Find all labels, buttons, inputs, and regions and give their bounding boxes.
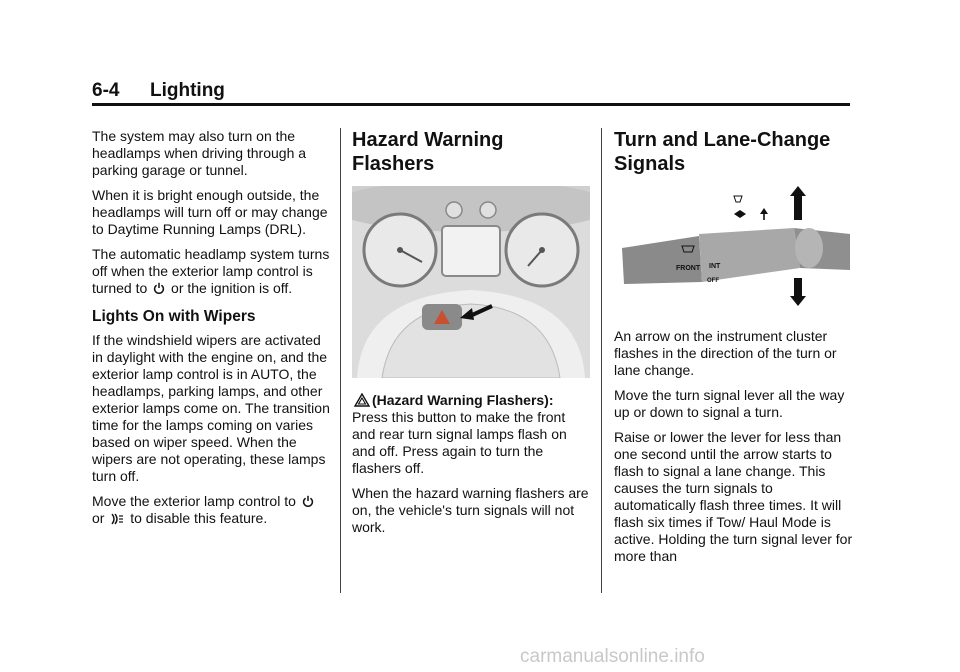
column-2 [352,128,590,544]
hazard-warning-icon [354,393,370,407]
header-rule [92,103,850,106]
text: The automatic headlamp system turns off when the exterior lamp control is turned to [92,246,330,296]
subheading: Lights On with Wipers [92,308,256,325]
text: to disable this feature. [130,510,268,526]
text: Press this button to make the front and rear turn signal lamps flash on and off. Press again to turn the flashers off. [352,409,567,476]
text: Move the exterior lamp control to [92,493,296,509]
column-1 [92,128,332,535]
dashboard-hazard-photo [352,186,590,378]
turn-signal-lever-illustration [614,186,850,314]
column-3 [614,128,854,573]
paragraph: Move the turn signal lever all the way up or down to signal a turn. [614,387,845,420]
text: or [92,510,105,526]
paragraph: When it is bright enough outside, the headlamps will turn off or may change to Daytime Running Lamps (DRL). [92,187,328,237]
section-heading: Turn and Lane-Change Signals [614,129,831,175]
section-number: 6-4 [92,80,120,101]
lever-front-label: FRONT [676,265,701,272]
paragraph: When the hazard warning flashers are on, the vehicle's turn signals will not work. [352,485,589,535]
column-divider-1 [340,128,341,593]
section-heading: Hazard Warning Flashers [352,129,504,175]
power-off-icon [302,495,314,508]
paragraph [352,392,590,477]
paragraph [92,246,332,297]
paragraph: An arrow on the instrument cluster flashes in the direction of the turn or lane change. [614,328,837,378]
paragraph [92,493,332,527]
column-divider-2 [601,128,602,593]
watermark: carmanualsonline.info [520,646,705,667]
parking-lamp-icon [110,513,124,525]
paragraph: The system may also turn on the headlamps when driving through a parking garage or tunnel. [92,128,307,178]
lever-off-label: OFF [707,278,719,284]
paragraph: Raise or lower the lever for less than one second until the arrow starts to flash to signal a lane change. This causes the turn signals to automatically flash three times. It will flash six times if Tow/ Haul Mode is active. Holding the turn signal lever for more than [614,429,853,564]
section-title: Lighting [150,80,225,101]
paragraph: If the windshield wipers are activated in daylight with the engine on, and the exterior lamp control is in AUTO, the headlamps, parking lamps, and other exterior lamps come on. The transition time for the lamps coming on varies based on wiper speed. When the wipers are not operating, these lamps turn off. [92,332,330,484]
power-off-icon [153,282,165,295]
hazard-label: (Hazard Warning Flashers): [372,392,554,408]
lever-int-label: INT [709,263,721,270]
text: or the ignition is off. [171,280,293,296]
